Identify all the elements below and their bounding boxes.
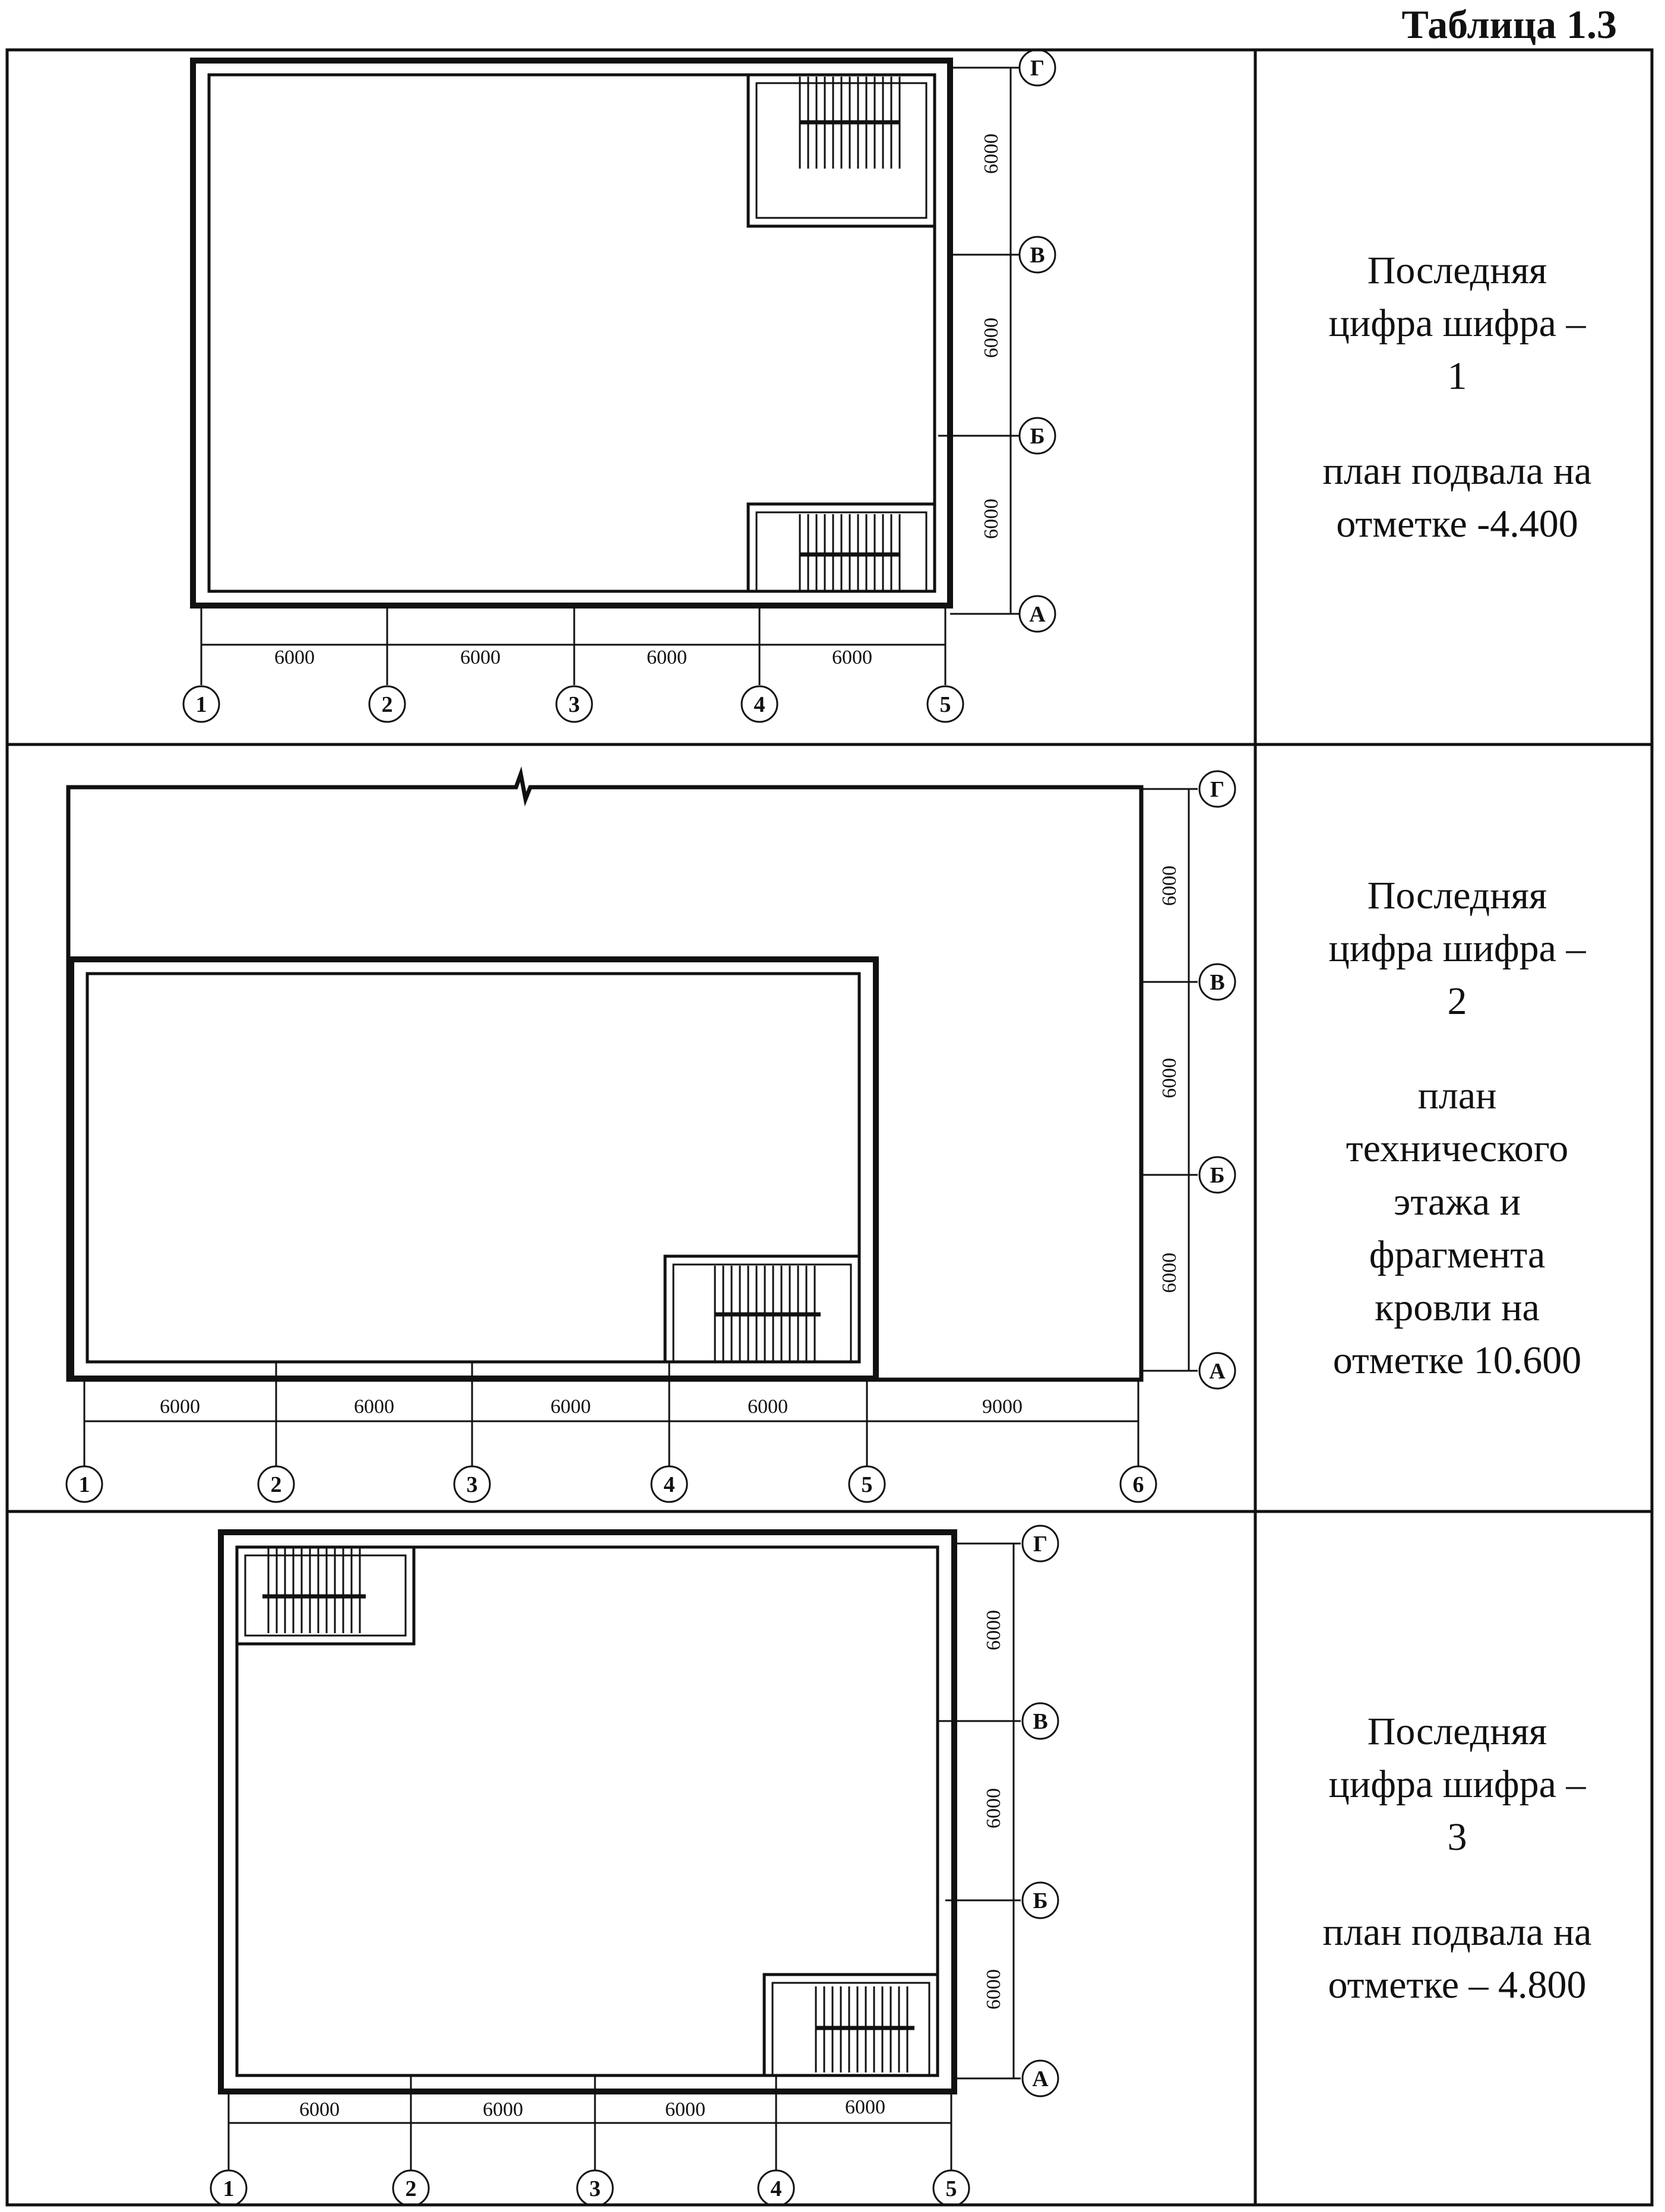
axis-bubble-number: 1	[223, 2176, 235, 2201]
axis-bubble-number: 5	[939, 692, 951, 717]
dimension-label: 6000	[460, 647, 501, 668]
dimension-label: 6000	[665, 2099, 705, 2121]
variant-line: цифра шифра –	[1328, 1763, 1586, 1807]
dimension-label: 6000	[1158, 1058, 1180, 1098]
axis-bubble-number: 2	[381, 692, 393, 717]
variant-line: Последняя	[1367, 249, 1547, 293]
axis-bubble-number: 4	[770, 2176, 782, 2201]
axis-bubble-number: 3	[568, 692, 580, 717]
axis-bubble-number: 6	[1132, 1472, 1144, 1497]
axis-bubble-number: 4	[754, 692, 765, 717]
basement-plan-3	[7, 1511, 1254, 2205]
plan-title-line: отметке -4.400	[1336, 502, 1578, 546]
dimension-label: 6000	[845, 2096, 885, 2118]
plan-title-line: кровли на	[1375, 1285, 1540, 1329]
variant-line: цифра шифра –	[1328, 927, 1586, 971]
variant-number: 1	[1447, 354, 1467, 398]
axis-bubble-letter: В	[1033, 1709, 1048, 1734]
axis-bubble-number: 2	[270, 1472, 282, 1497]
technical-floor-plan-2	[7, 744, 1254, 1511]
dimension-label: 6000	[980, 318, 1002, 358]
axis-bubble-letter: А	[1029, 602, 1046, 627]
axis-bubble-number: 3	[466, 1472, 478, 1497]
dimension-label: 6000	[1158, 1253, 1180, 1293]
dimension-label: 6000	[354, 1396, 394, 1418]
axis-bubble-number: 2	[405, 2176, 417, 2201]
dimension-label: 6000	[748, 1396, 788, 1418]
axis-bubble-number: 5	[945, 2176, 957, 2201]
variant-line: Последняя	[1367, 874, 1547, 918]
axis-bubble-letter: А	[1032, 2067, 1049, 2091]
dimension-label: 9000	[982, 1396, 1023, 1418]
variant-number: 2	[1447, 980, 1467, 1023]
axis-bubble-letter: А	[1209, 1359, 1226, 1384]
dimension-label: 6000	[983, 1610, 1005, 1650]
dimension-label: 6000	[647, 647, 687, 668]
table-row	[7, 1511, 1652, 2205]
dimension-label: 6000	[980, 134, 1002, 174]
axis-bubble-number: 5	[861, 1472, 873, 1497]
axis-bubble-number: 4	[663, 1472, 675, 1497]
dimension-label: 6000	[274, 647, 315, 668]
dimension-label: 6000	[832, 647, 872, 668]
axis-bubble-number: 3	[589, 2176, 601, 2201]
table-row	[7, 744, 1652, 1511]
axis-bubble-letter: Г	[1030, 56, 1045, 81]
plan-title-line: отметке – 4.800	[1328, 1963, 1587, 2007]
plan-title-line: отметке 10.600	[1332, 1338, 1582, 1382]
dimension-label: 6000	[483, 2099, 523, 2121]
dimension-label: 6000	[1158, 866, 1180, 906]
dimension-label: 6000	[550, 1396, 591, 1418]
variant-description	[1262, 1511, 1652, 2205]
plan-title-line: план подвала на	[1322, 449, 1592, 493]
plan-title-line: технического	[1346, 1127, 1569, 1171]
basement-plan-1	[7, 50, 1254, 744]
table-row	[7, 50, 1652, 744]
dimension-label: 6000	[299, 2099, 340, 2121]
axis-bubble-letter: Г	[1033, 1532, 1048, 1557]
variant-line: цифра шифра –	[1328, 302, 1586, 346]
axis-bubble-number: 1	[195, 692, 207, 717]
variant-number: 3	[1447, 1815, 1467, 1859]
variant-description	[1262, 50, 1652, 744]
table-caption: Таблица 1.3	[1401, 2, 1617, 47]
axis-bubble-letter: В	[1210, 970, 1225, 995]
axis-bubble-letter: Б	[1033, 1888, 1048, 1913]
plan-title-line: этажа и	[1394, 1180, 1521, 1224]
plan-title-line: план	[1417, 1074, 1497, 1118]
axis-bubble-number: 1	[78, 1472, 90, 1497]
variant-line: Последняя	[1367, 1710, 1547, 1754]
axis-bubble-letter: Б	[1210, 1163, 1225, 1188]
dimension-label: 6000	[160, 1396, 200, 1418]
plan-title-line: план подвала на	[1322, 1910, 1592, 1954]
dimension-label: 6000	[983, 1969, 1005, 2010]
axis-bubble-letter: В	[1030, 243, 1045, 268]
axis-bubble-letter: Г	[1210, 777, 1225, 802]
plan-title-line: фрагмента	[1369, 1232, 1546, 1276]
dimension-label: 6000	[983, 1788, 1005, 1828]
axis-bubble-letter: Б	[1030, 424, 1045, 449]
dimension-label: 6000	[980, 499, 1002, 539]
variant-description	[1262, 744, 1652, 1511]
